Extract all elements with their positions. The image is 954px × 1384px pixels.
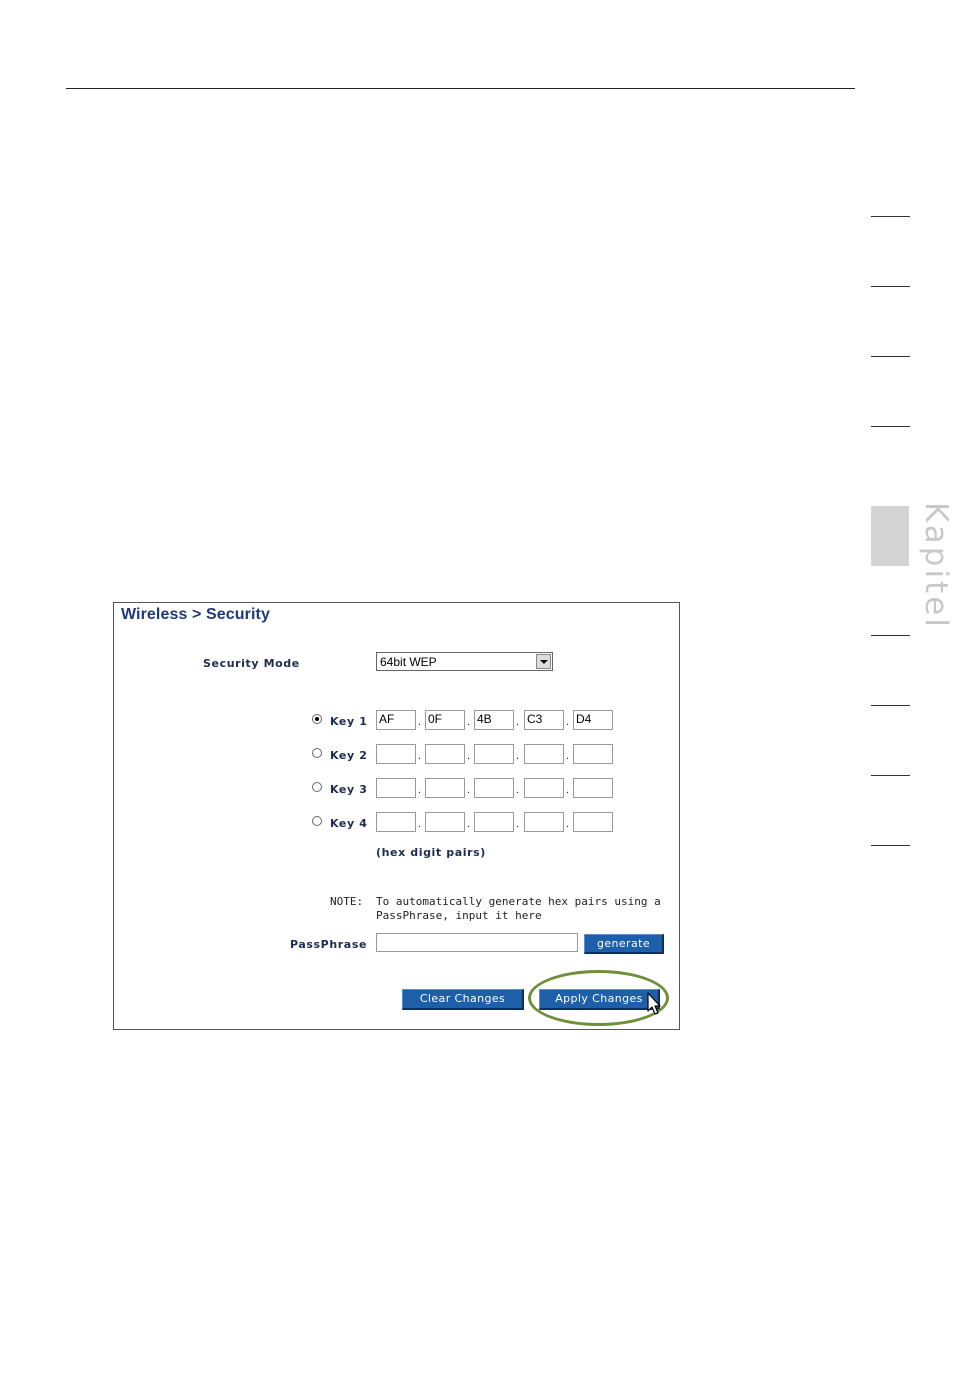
key-4-hex-field[interactable] [524,812,564,832]
hex-separator: . [418,750,422,762]
mouse-pointer-icon [646,992,662,1016]
hex-separator: . [516,818,520,830]
key-3-hex-field[interactable] [524,778,564,798]
key-2-hex-field[interactable] [524,744,564,764]
key-2-radio[interactable] [312,748,322,758]
key-4-hex-field[interactable] [474,812,514,832]
key-3-radio[interactable] [312,782,322,792]
key-2-hex-field[interactable] [474,744,514,764]
chevron-down-icon[interactable] [536,654,551,669]
key-1-hex-field[interactable]: AF [376,710,416,730]
chapter-label: Kapitel [918,502,954,630]
chapter-marker [871,635,910,636]
hex-separator: . [467,818,471,830]
header-rule [66,88,855,89]
page-title: Wireless > Security [121,606,270,623]
key-1-hex-field[interactable]: D4 [573,710,613,730]
note-label: NOTE: [330,895,364,908]
key-3-hex-field[interactable] [573,778,613,798]
clear-changes-button[interactable]: Clear Changes [402,989,524,1010]
key-4-label: Key 4 [330,817,368,830]
hex-separator: . [418,784,422,796]
hex-separator: . [516,716,520,728]
apply-changes-button[interactable]: Apply Changes [539,989,660,1010]
chapter-marker [871,845,910,846]
hex-separator: . [566,750,570,762]
key-2-label: Key 2 [330,749,368,762]
key-3-label: Key 3 [330,783,368,796]
note-line-2: PassPhrase, input it here [376,909,542,922]
hex-separator: . [418,716,422,728]
key-4-hex-field[interactable] [425,812,465,832]
chapter-marker [871,286,910,287]
key-4-hex-field[interactable] [376,812,416,832]
security-mode-value: 64bit WEP [380,655,437,669]
wireless-security-panel [113,602,680,1030]
chapter-marker [871,356,910,357]
key-1-label: Key 1 [330,715,368,728]
key-2-hex-field[interactable] [425,744,465,764]
key-3-hex-field[interactable] [376,778,416,798]
hex-separator: . [566,818,570,830]
hex-separator: . [467,784,471,796]
hex-separator: . [516,784,520,796]
key-1-hex-field[interactable]: 0F [425,710,465,730]
key-1-radio[interactable] [312,714,322,724]
hex-separator: . [566,784,570,796]
hex-separator: . [467,716,471,728]
chapter-marker [871,426,910,427]
key-3-hex-field[interactable] [474,778,514,798]
key-4-hex-field[interactable] [573,812,613,832]
hex-hint: (hex digit pairs) [376,846,486,859]
hex-separator: . [516,750,520,762]
hex-separator: . [467,750,471,762]
security-mode-select[interactable] [376,652,553,671]
note-line-1: To automatically generate hex pairs using a [376,895,661,908]
chapter-tab-active [871,506,909,566]
chapter-marker [871,775,910,776]
chapter-marker [871,705,910,706]
hex-separator: . [418,818,422,830]
security-mode-label: Security Mode [203,657,300,670]
passphrase-input[interactable] [376,933,578,952]
key-2-hex-field[interactable] [376,744,416,764]
key-4-radio[interactable] [312,816,322,826]
chapter-marker [871,216,910,217]
key-1-hex-field[interactable]: C3 [524,710,564,730]
key-3-hex-field[interactable] [425,778,465,798]
key-1-hex-field[interactable]: 4B [474,710,514,730]
key-2-hex-field[interactable] [573,744,613,764]
hex-separator: . [566,716,570,728]
passphrase-label: PassPhrase [290,938,368,951]
generate-button[interactable]: generate [584,934,664,954]
